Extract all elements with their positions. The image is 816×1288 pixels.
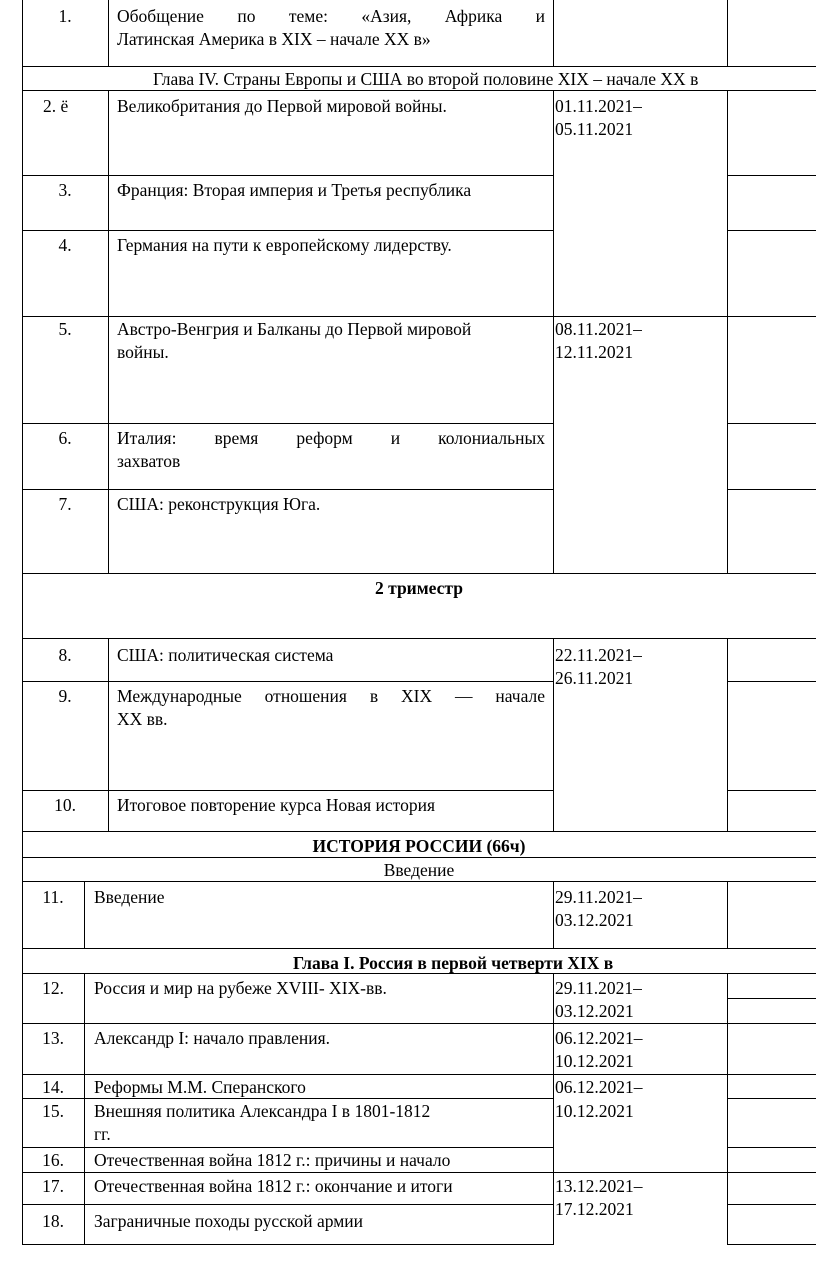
row-divider: [727, 790, 816, 791]
topic-text: Великобритания до Первой мировой войны.: [117, 96, 447, 116]
column-divider: [553, 973, 554, 1245]
row-number: 5.: [58, 319, 72, 339]
date-range: 13.12.2021–: [555, 1176, 643, 1196]
row-divider: [22, 1204, 553, 1205]
date-range: 05.11.2021: [555, 119, 634, 139]
row-number: 2. ё: [43, 96, 69, 116]
date-range: 29.11.2021–: [555, 887, 642, 907]
column-divider: [727, 638, 728, 831]
date-range: 22.11.2021–: [555, 645, 642, 665]
date-range: 17.12.2021: [555, 1199, 634, 1219]
date-range: 03.12.2021: [555, 910, 634, 930]
topic-text: Россия и мир на рубеже XVIII- XIX-вв.: [94, 978, 387, 998]
topic-text: Внешняя политика Александра I в 1801-1812: [94, 1101, 431, 1121]
row-number: 11.: [42, 887, 64, 907]
row-divider: [727, 1244, 816, 1245]
row-divider: [22, 1244, 553, 1245]
column-divider: [553, 0, 554, 66]
column-divider: [84, 973, 85, 1245]
row-divider: [727, 175, 816, 176]
row-divider: [22, 1172, 816, 1173]
column-divider: [727, 0, 728, 66]
row-divider: [22, 573, 816, 574]
topic-text: гг.: [94, 1124, 111, 1144]
topic-text: захватов: [117, 451, 181, 471]
date-range: 01.11.2021–: [555, 96, 642, 116]
row-divider: [22, 423, 553, 424]
date-range: 10.12.2021: [555, 1101, 634, 1121]
topic-text: Введение: [94, 887, 165, 907]
row-divider: [727, 1098, 816, 1099]
topic-text: XX вв.: [117, 709, 168, 729]
topic-text: Латинская Америка в XIX – начале XX в»: [117, 29, 431, 49]
row-divider: [22, 681, 553, 682]
topic-text: США: реконструкция Юга.: [117, 494, 321, 514]
date-range: 06.12.2021–: [555, 1077, 643, 1097]
row-divider: [22, 831, 816, 832]
row-number: 1.: [58, 6, 72, 26]
date-range: 26.11.2021: [555, 668, 634, 688]
row-divider: [22, 489, 553, 490]
row-divider: [22, 1074, 816, 1075]
row-number: 3.: [58, 180, 72, 200]
row-divider: [727, 998, 816, 999]
row-divider: [727, 681, 816, 682]
topic-text: Франция: Вторая империя и Третья республика: [117, 180, 472, 200]
topic-text: Италия: время реформ и колониальных: [117, 428, 545, 448]
row-number: 15.: [42, 1101, 64, 1121]
row-divider: [727, 230, 816, 231]
section-heading: ИСТОРИЯ РОССИИ (66ч): [312, 836, 526, 856]
row-number: 17.: [42, 1176, 64, 1196]
topic-text: Австро-Венгрия и Балканы до Первой мировой: [117, 319, 472, 339]
row-divider: [727, 423, 816, 424]
topic-text: Отечественная война 1812 г.: окончание и итоги: [94, 1176, 453, 1196]
topic-text: Германия на пути к европейскому лидерству.: [117, 235, 452, 255]
date-range: 10.12.2021: [555, 1051, 634, 1071]
row-divider: [22, 66, 816, 67]
trimester-heading: 2 триместр: [375, 578, 463, 598]
row-number: 9.: [58, 686, 72, 706]
row-divider: [727, 489, 816, 490]
topic-text: Александр I: начало правления.: [94, 1028, 330, 1048]
row-divider: [22, 1023, 816, 1024]
row-number: 6.: [58, 428, 72, 448]
column-divider: [727, 973, 728, 1245]
topic-text: войны.: [117, 342, 169, 362]
row-number: 16.: [42, 1150, 64, 1170]
column-divider: [553, 638, 554, 831]
row-number: 12.: [42, 978, 64, 998]
column-divider: [553, 90, 554, 573]
topic-text: Отечественная война 1812 г.: причины и начало: [94, 1150, 451, 1170]
chapter-heading: Глава I. Россия в первой четверти XIX в: [293, 953, 614, 973]
date-range: 12.11.2021: [555, 342, 634, 362]
row-divider: [22, 175, 553, 176]
column-divider: [108, 638, 109, 831]
row-divider: [727, 1204, 816, 1205]
date-range: 08.11.2021–: [555, 319, 642, 339]
column-divider: [84, 881, 85, 948]
column-divider: [727, 90, 728, 573]
subsection-heading: Введение: [383, 860, 455, 880]
row-number: 13.: [42, 1028, 64, 1048]
date-range: 29.11.2021–: [555, 978, 642, 998]
row-divider: [22, 638, 816, 639]
row-number: 8.: [58, 645, 72, 665]
row-divider: [22, 316, 816, 317]
row-number: 18.: [42, 1211, 64, 1231]
column-divider: [553, 881, 554, 948]
topic-text: Реформы М.М. Сперанского: [94, 1077, 306, 1097]
topic-text: Международные отношения в XIX — начале: [117, 686, 545, 706]
topic-text: Заграничные походы русской армии: [94, 1211, 364, 1231]
row-divider: [22, 1147, 553, 1148]
row-divider: [22, 230, 553, 231]
row-number: 10.: [54, 795, 76, 815]
topic-text: США: политическая система: [117, 645, 334, 665]
column-divider: [727, 881, 728, 948]
date-range: 03.12.2021: [555, 1001, 634, 1021]
topic-text: Итоговое повторение курса Новая история: [117, 795, 435, 815]
topic-text: Обобщение по теме: «Азия, Африка и: [117, 6, 545, 26]
row-divider: [727, 1147, 816, 1148]
row-divider: [22, 790, 553, 791]
row-number: 4.: [58, 235, 72, 255]
row-number: 7.: [58, 494, 72, 514]
column-divider: [108, 0, 109, 66]
row-divider: [22, 948, 816, 949]
chapter-heading: Глава IV. Страны Европы и США во второй половине XIX – начале XX в: [153, 69, 699, 89]
column-divider: [108, 90, 109, 573]
row-number: 14.: [42, 1077, 64, 1097]
date-range: 06.12.2021–: [555, 1028, 643, 1048]
